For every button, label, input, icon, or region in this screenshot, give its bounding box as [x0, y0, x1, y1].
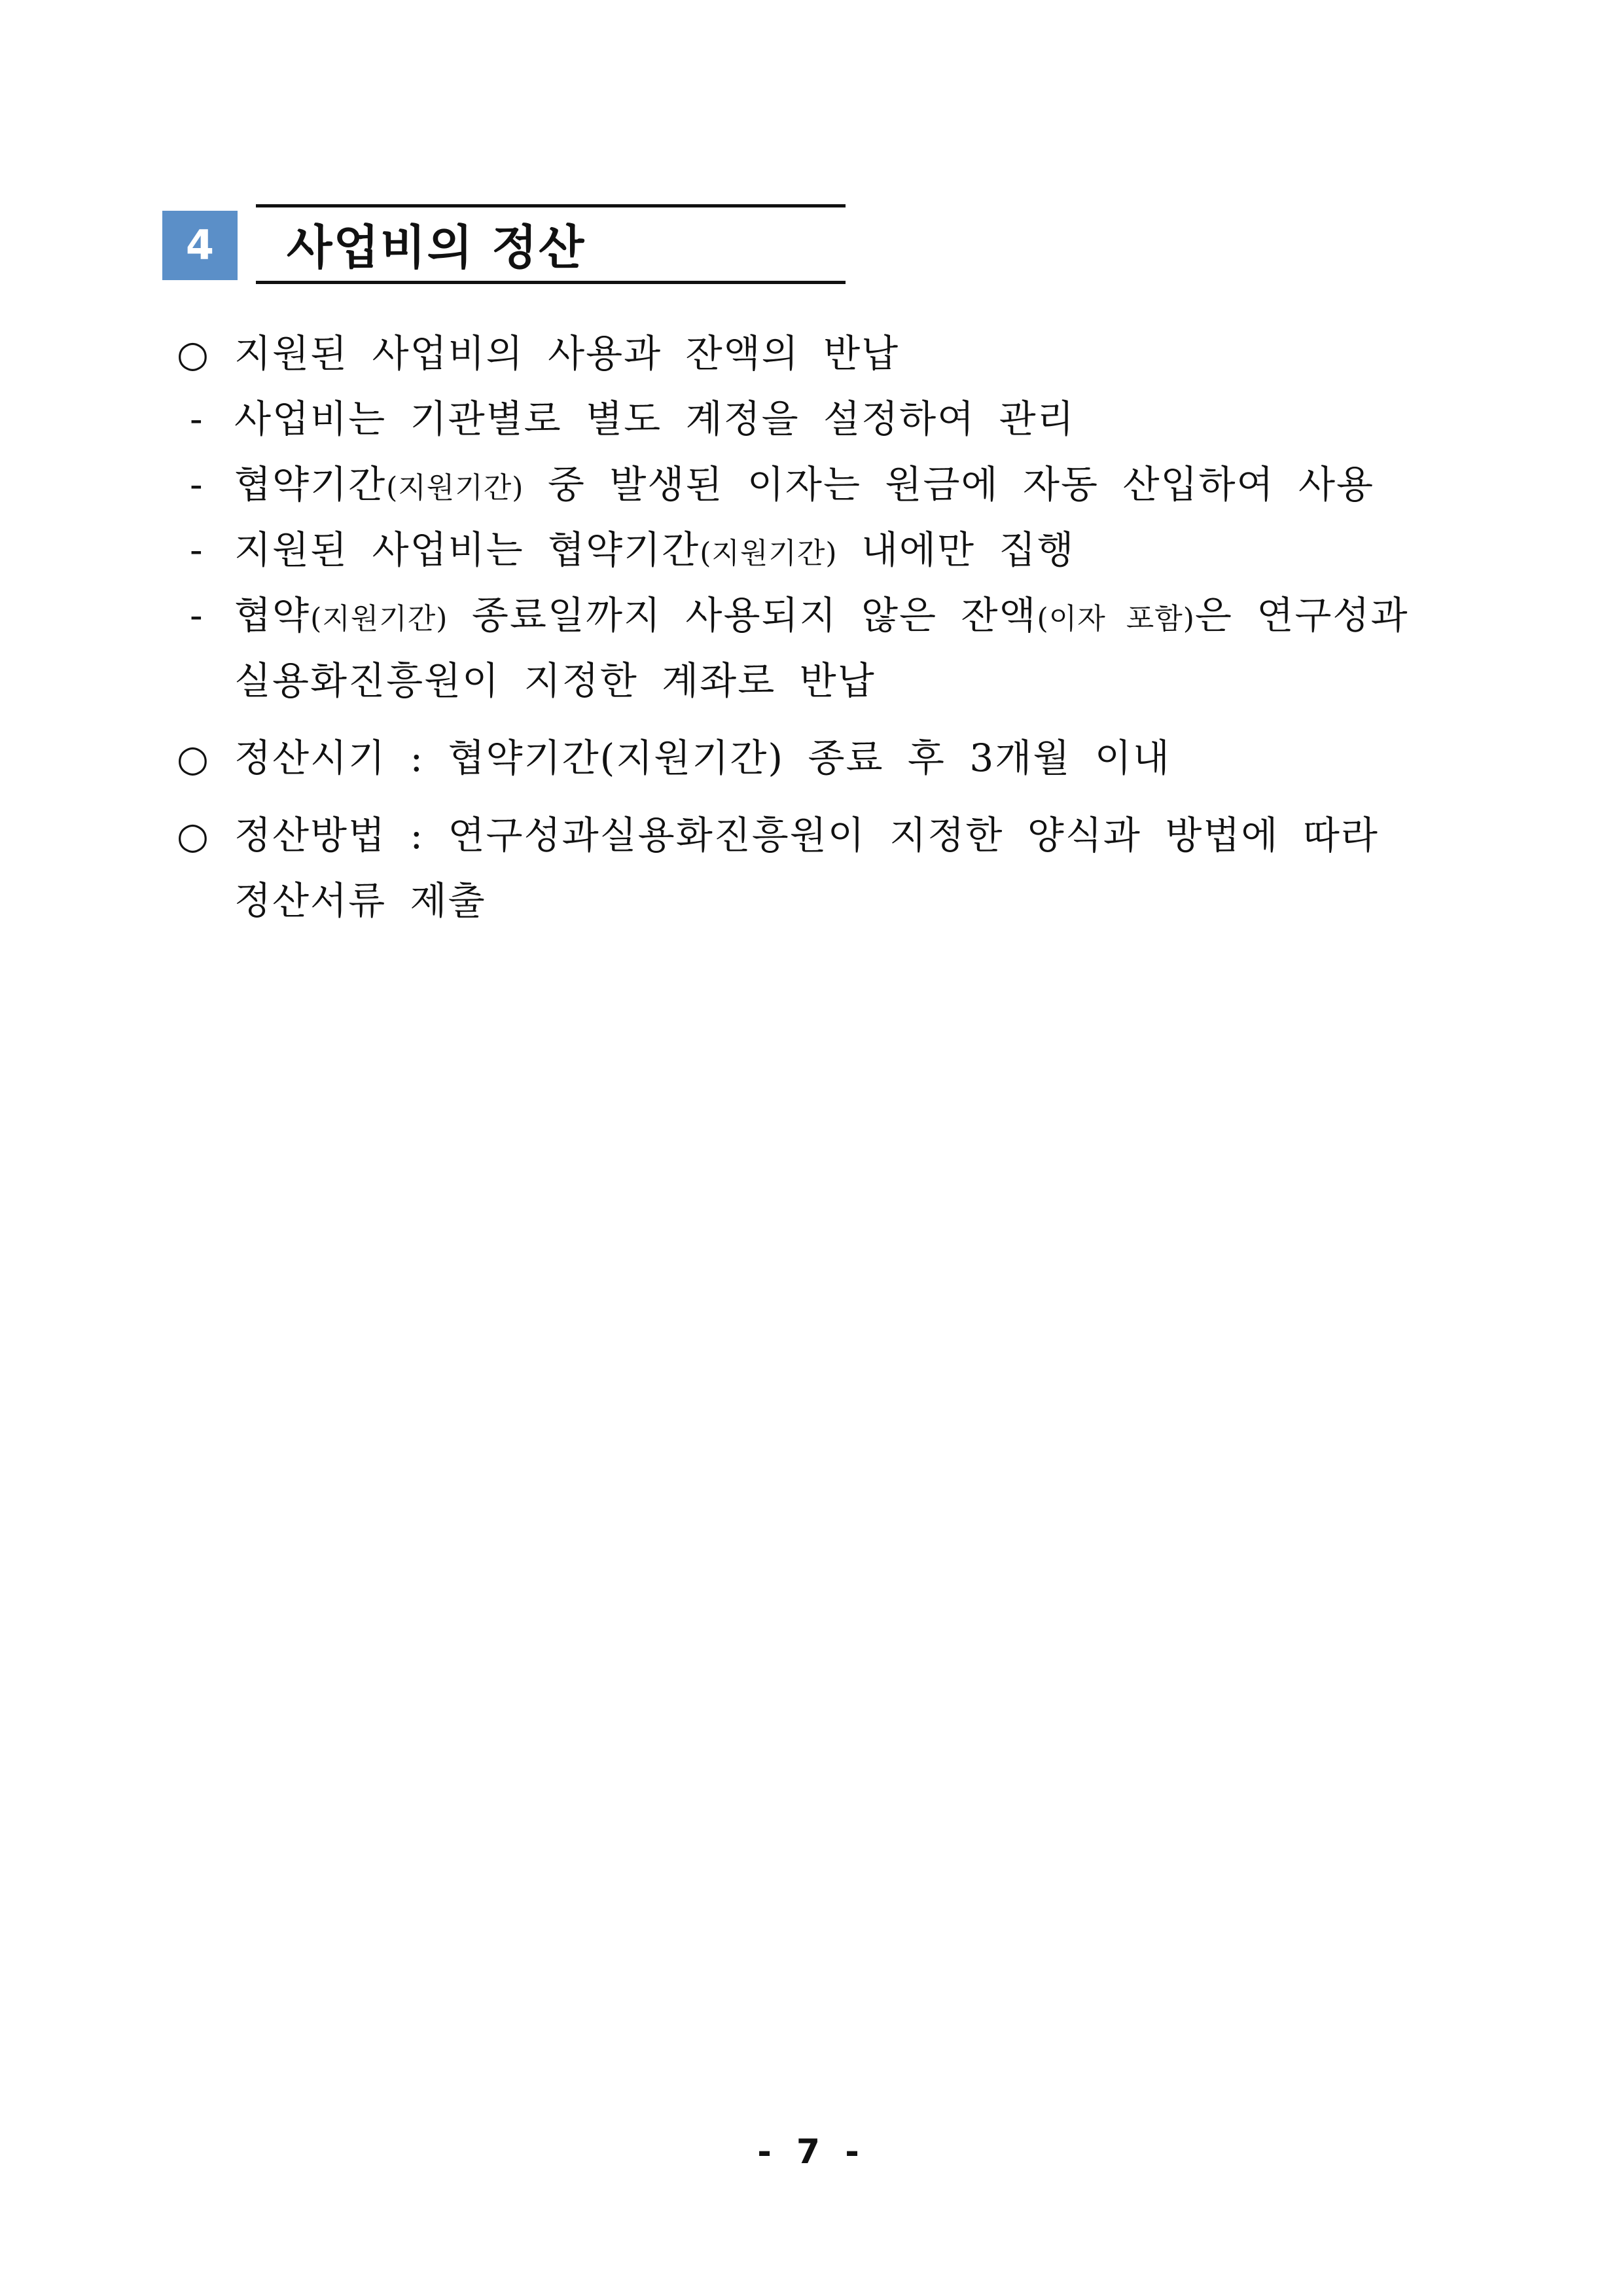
list-item-3-continuation: 정산서류 제출	[234, 878, 486, 923]
page-number: - 7 -	[757, 2132, 866, 2172]
sub-item-2	[177, 452, 1486, 517]
sub-item-note: (이자 포함)	[1037, 602, 1195, 636]
sub-item-4	[177, 583, 1486, 648]
document-body	[177, 321, 1486, 933]
circle-bullet-icon: ○	[177, 738, 210, 780]
list-item-1	[177, 321, 1486, 386]
dash-bullet-icon: -	[190, 593, 204, 637]
list-item-text: 정산시기 : 협약기간(지원기간) 종료 후 3개월 이내	[234, 736, 1171, 780]
sub-item-note: (지원기간)	[310, 602, 448, 636]
sub-item-text: 중 발생된 이자는 원금에 자동 산입하여 사용	[524, 462, 1375, 507]
sub-item-note: (지원기간)	[700, 537, 838, 570]
circle-bullet-icon: ○	[177, 333, 210, 376]
section-number: 4	[162, 211, 238, 280]
sub-item-text: 사업비는 기관별로 별도 계정을 설정하여 관리	[234, 397, 1075, 441]
sub-item-note: (지원기간)	[386, 471, 524, 505]
dash-bullet-icon: -	[190, 528, 204, 572]
list-item-3	[177, 802, 1486, 868]
sub-item-text: 종료일까지 사용되지 않은 잔액	[448, 593, 1037, 637]
list-item-2	[177, 725, 1486, 791]
section-header	[162, 204, 846, 285]
sub-item-text: 협약기간	[234, 462, 387, 507]
sub-item-text: 내에만 집행	[837, 528, 1075, 572]
spacer	[177, 791, 1486, 802]
list-item-text: 지원된 사업비의 사용과 잔액의 반납	[234, 331, 900, 376]
circle-bullet-icon: ○	[177, 815, 210, 857]
sub-item-1	[177, 386, 1486, 452]
sub-item-text: 협약	[234, 593, 311, 637]
dash-bullet-icon: -	[190, 462, 204, 507]
header-rule-bottom	[256, 281, 846, 284]
sub-item-3	[177, 517, 1486, 583]
list-item-text: 정산방법 : 연구성과실용화진흥원이 지정한 양식과 방법에 따라	[234, 813, 1379, 857]
section-title: 사업비의 정산	[287, 220, 586, 275]
sub-item-text: 지원된 사업비는 협약기간	[234, 528, 700, 572]
dash-bullet-icon: -	[190, 397, 204, 441]
spacer	[177, 713, 1486, 725]
sub-item-4-continuation: 실용화진흥원이 지정한 계좌로 반납	[234, 658, 876, 703]
sub-item-text: 은 연구성과	[1194, 593, 1409, 637]
header-rule-top	[256, 204, 846, 207]
